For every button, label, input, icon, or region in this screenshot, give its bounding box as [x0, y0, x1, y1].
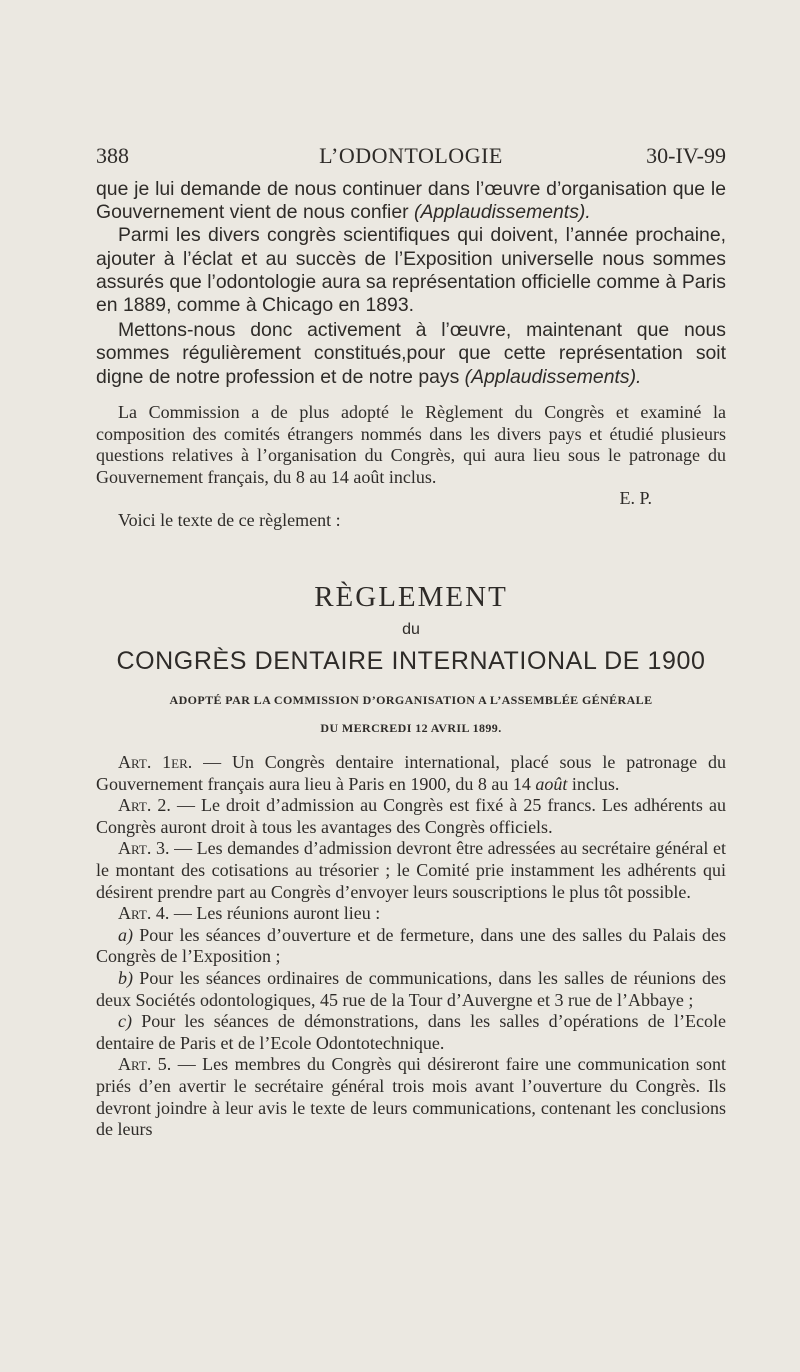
issue-date: 30-IV-99 — [646, 143, 726, 168]
journal-title: L’ODONTOLOGIE — [319, 143, 503, 168]
speech-paragraph-1: que je lui demande de nous continuer dans l’œuvre d’organisation que le Gouvernement vient de nous confier (Applaudissements). — [96, 178, 726, 224]
signature: E. P. — [619, 488, 652, 509]
speech-section — [96, 178, 726, 389]
article-5: Art. 5. — Les membres du Congrès qui désireront faire une communication sont priés d’en avertir le secrétaire général trois mois avant l’ouverture du Congrès. Ils devront joindre à leur avis le texte de leurs communications, contenant les conclusions de leurs — [96, 1054, 726, 1140]
article-2: Art. 2. — Le droit d’admission au Congrès est fixé à 25 francs. Les adhérents au Congrès auront droit à tous les avantages des Congrès officiels. — [96, 795, 726, 837]
article-4: Art. 4. — Les réunions auront lieu : — [118, 903, 381, 924]
page-number: 388 — [96, 143, 129, 168]
speech-paragraph-3: Mettons-nous donc activement à l’œuvre, maintenant que nous sommes régulièrement constitués,pour que cette représentation soit digne de notre profession et de notre pays (Applaudissements). — [96, 319, 726, 388]
article-3: Art. 3. — Les demandes d’admission devront être adressées au secrétaire général et le montant des cotisations au trésorier ; le Comité prie instamment les adhérents qui désirent prendre part au Congrès d’envoyer leurs souscriptions le plus tôt possible. — [96, 838, 726, 902]
document-page — [96, 0, 726, 1372]
rules-intro: Voici le texte de ce règlement : — [118, 509, 341, 530]
article-1: Art. 1er. — Un Congrès dentaire international, placé sous le patronage du Gouvernement français aura lieu à Paris en 1900, du 8 au 14 août inclus. — [96, 752, 726, 794]
commission-paragraph: La Commission a de plus adopté le Règlement du Congrès et examiné la composition des comités étrangers nommés dans les divers pays et étudié plusieurs questions relatives à l’organisation du Congrès, qui aura lieu sous le patronage du Gouvernement français, du 8 au 14 août inclus. — [96, 402, 726, 487]
commission-section — [96, 402, 726, 532]
article-4-item-b: b) Pour les séances ordinaires de communications, dans les salles de réunions des deux Sociétés odontologiques, 45 rue de la Tour d’Auvergne et 3 rue de l’Abbaye ; — [96, 967, 726, 1010]
article-4-item-a: a) Pour les séances d’ouverture et de fermeture, dans une des salles du Palais des Congrès de l’Exposition ; — [96, 924, 726, 967]
congress-title: CONGRÈS DENTAIRE INTERNATIONAL DE 1900 — [116, 647, 706, 675]
adopted-line-2: DU MERCREDI 12 AVRIL 1899. — [320, 721, 502, 735]
speech-paragraph-2: Parmi les divers congrès scientifiques qui doivent, l’année prochaine, ajouter à l’éclat et au succès de l’Exposition universelle nous sommes assurés que l’odontologie aura sa représentation officielle comme à Paris en 1889, comme à Chicago en 1893. — [96, 224, 726, 317]
rules-title-block — [96, 580, 726, 736]
running-header — [96, 138, 726, 174]
rules-title-du: du — [402, 621, 420, 638]
articles-section — [96, 752, 726, 1141]
rules-title: RÈGLEMENT — [314, 581, 508, 613]
article-4-item-c: c) Pour les séances de démonstrations, dans les salles d’opérations de l’Ecole dentaire de Paris et de l’Ecole Odontotechnique. — [96, 1011, 726, 1053]
adopted-line-1: ADOPTÉ PAR LA COMMISSION D’ORGANISATION A L’ASSEMBLÉE GÉNÉRALE — [169, 693, 653, 707]
